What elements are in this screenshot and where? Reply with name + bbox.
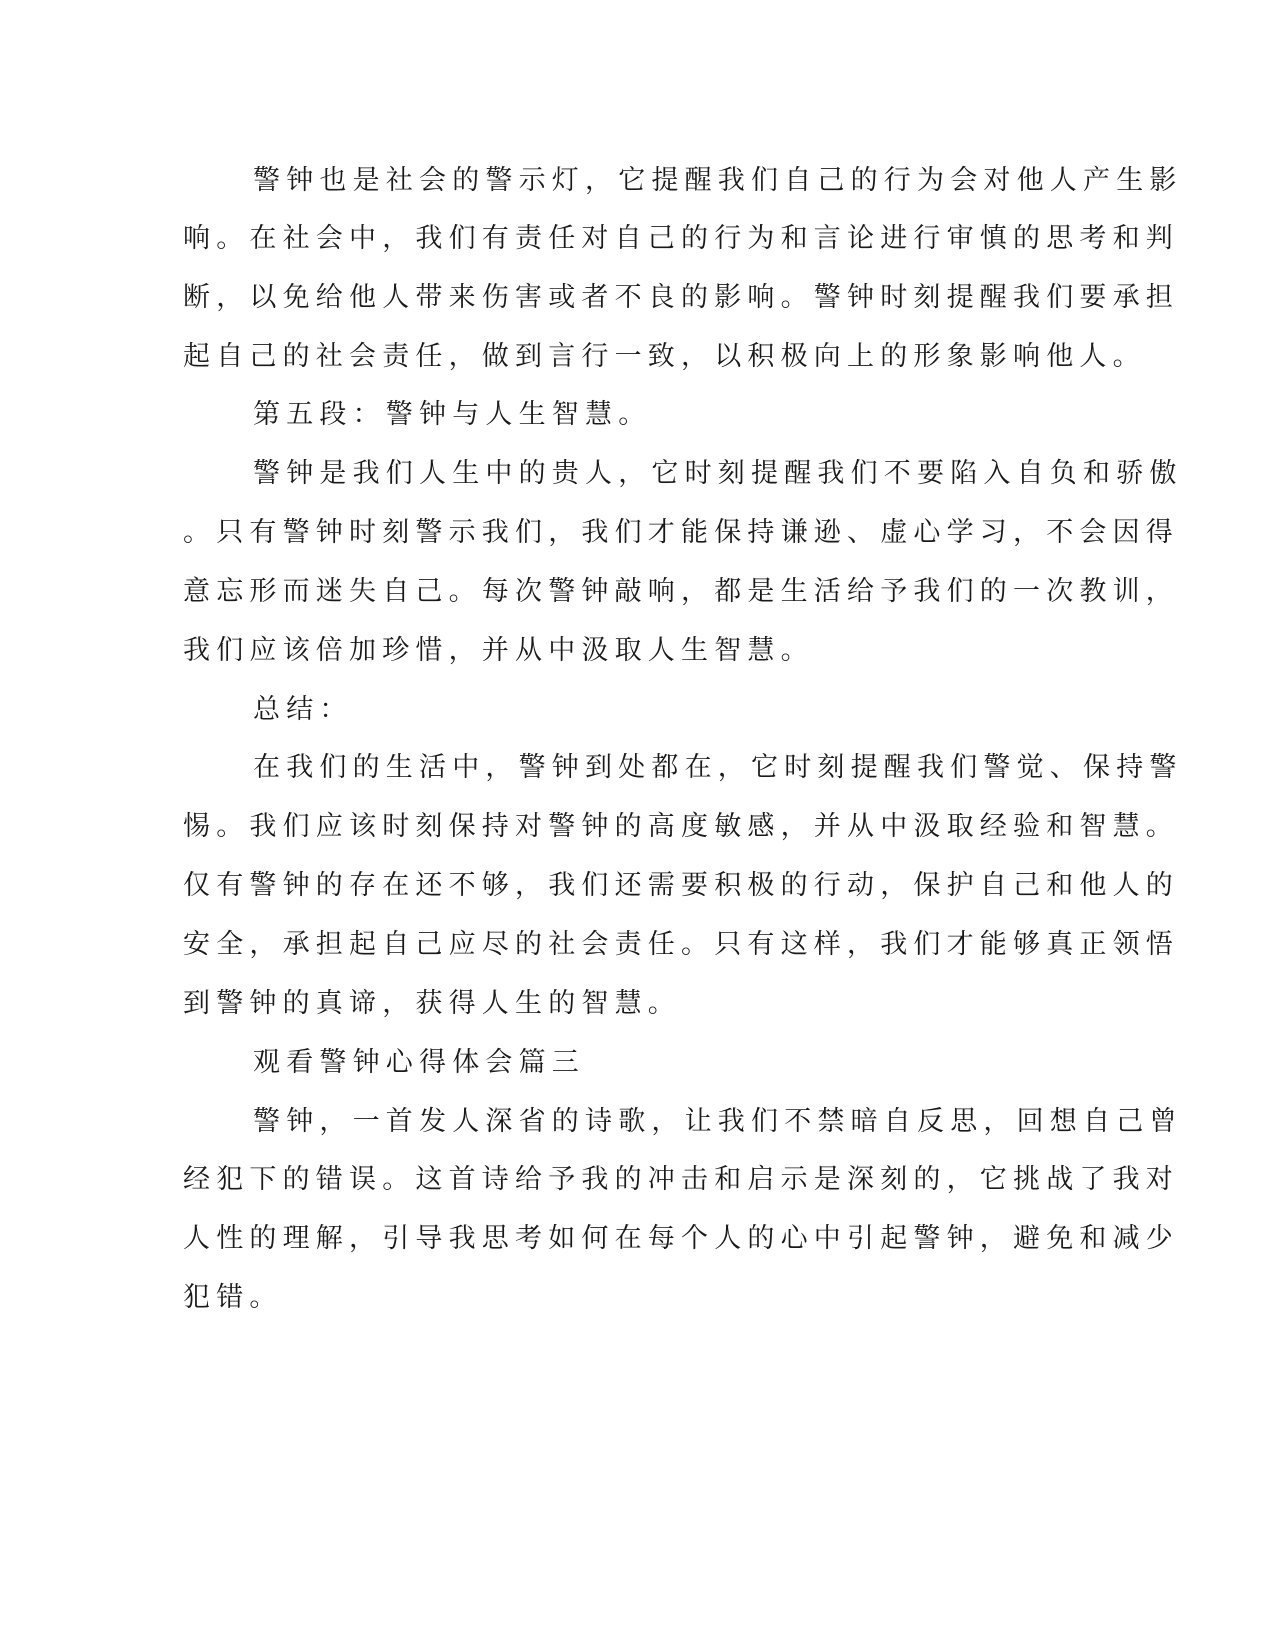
paragraph-3-line-2: 。只有警钟时刻警示我们，我们才能保持谦逊、虚心学习，不会因得: [183, 517, 1179, 548]
article-title: 观看警钟心得体会篇三: [253, 1047, 585, 1078]
paragraph-3-line-3: 意忘形而迷失自己。每次警钟敲响，都是生活给予我们的一次教训，: [183, 576, 1179, 607]
paragraph-7-line-1: 警钟，一首发人深省的诗歌，让我们不禁暗自反思，回想自己曾: [253, 1106, 1183, 1137]
paragraph-3-line-1: 警钟是我们人生中的贵人，它时刻提醒我们不要陷入自负和骄傲: [253, 458, 1183, 489]
paragraph-7-line-4: 犯错。: [183, 1282, 283, 1313]
paragraph-1-line-4: 起自己的社会责任，做到言行一致，以积极向上的形象影响他人。: [183, 341, 1146, 372]
paragraph-7-line-2: 经犯下的错误。这首诗给予我的冲击和启示是深刻的，它挑战了我对: [183, 1164, 1179, 1195]
paragraph-1-line-2: 响。在社会中，我们有责任对自己的行为和言论进行审慎的思考和判: [183, 223, 1179, 254]
paragraph-5-line-2: 惕。我们应该时刻保持对警钟的高度敏感，并从中汲取经验和智慧。: [183, 811, 1179, 842]
paragraph-3-line-4: 我们应该倍加珍惜，并从中汲取人生智慧。: [183, 635, 814, 666]
paragraph-1-line-1: 警钟也是社会的警示灯，它提醒我们自己的行为会对他人产生影: [253, 165, 1183, 196]
summary-heading: 总结：: [253, 694, 353, 725]
paragraph-5-line-4: 安全，承担起自己应尽的社会责任。只有这样，我们才能够真正领悟: [183, 929, 1179, 960]
paragraph-5-line-1: 在我们的生活中，警钟到处都在，它时刻提醒我们警觉、保持警: [253, 752, 1183, 783]
paragraph-5-line-5: 到警钟的真谛，获得人生的智慧。: [183, 988, 681, 1019]
paragraph-1-line-3: 断，以免给他人带来伤害或者不良的影响。警钟时刻提醒我们要承担: [183, 282, 1179, 313]
paragraph-5-line-3: 仅有警钟的存在还不够，我们还需要积极的行动，保护自己和他人的: [183, 870, 1179, 901]
paragraph-7-line-3: 人性的理解，引导我思考如何在每个人的心中引起警钟，避免和减少: [183, 1223, 1179, 1254]
section-heading-5: 第五段：警钟与人生智慧。: [253, 399, 652, 430]
